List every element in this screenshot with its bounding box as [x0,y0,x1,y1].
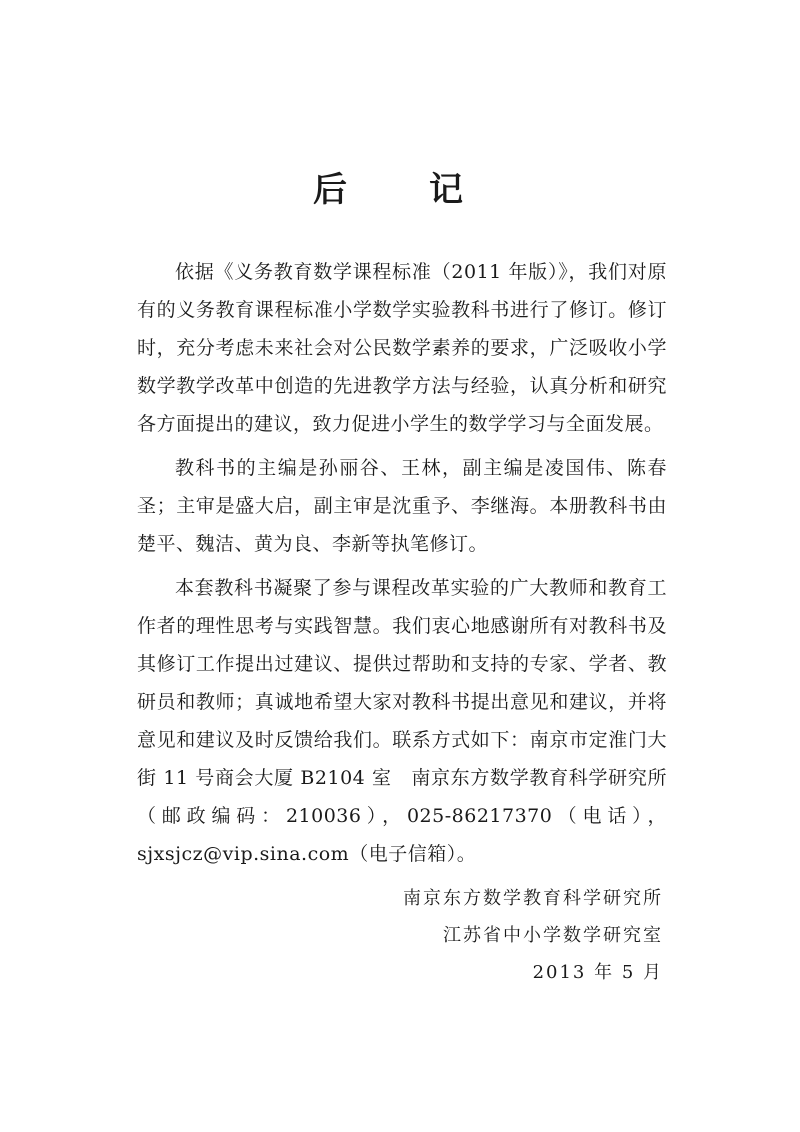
signature-block [300,880,663,991]
paragraph-acknowledgement: 本套教科书凝聚了参与课程改革实验的广大教师和教育工作者的理性思考与实践智慧。我们衷心地感谢所有对教科书及其修订工作提出过建议、提供过帮助和支持的专家、学者、教研员和教师；真诚地希望大家对教科书提出意见和建议，并将意见和建议及时反馈给我们。联系方式如下：南京市定淮门大街 11 号商会大厦 B2104 室 南京东方数学教育科学研究所（邮政编码：210036），025-86217370（电话），sjxsjcz@vip.sina.com（电子信箱）。 [137,577,667,865]
paragraph-revision-basis: 依据《义务教育数学课程标准（2011 年版）》，我们对原有的义务教育课程标准小学数学实验教科书进行了修订。修订时，充分考虑未来社会对公民数学素养的要求，广泛吸收小学数学教学改革中创造的先进教学方法与经验，认真分析和研究各方面提出的建议，致力促进小学生的数学学习与全面发展。 [137,261,667,435]
paragraph-editors: 教科书的主编是孙丽谷、王林，副主编是凌国伟、陈春圣；主审是盛大启，副主审是沈重予、李继海。本册教科书由楚平、魏洁、黄为良、李新等执笔修订。 [137,457,667,555]
signature-date: 2013 年 5 月 [532,962,663,983]
page-title: 后 记 [313,170,487,210]
signature-org-office: 江苏省中小学数学研究室 [443,925,663,946]
signature-org-institute: 南京东方数学教育科学研究所 [403,888,663,909]
body-text [137,253,667,879]
